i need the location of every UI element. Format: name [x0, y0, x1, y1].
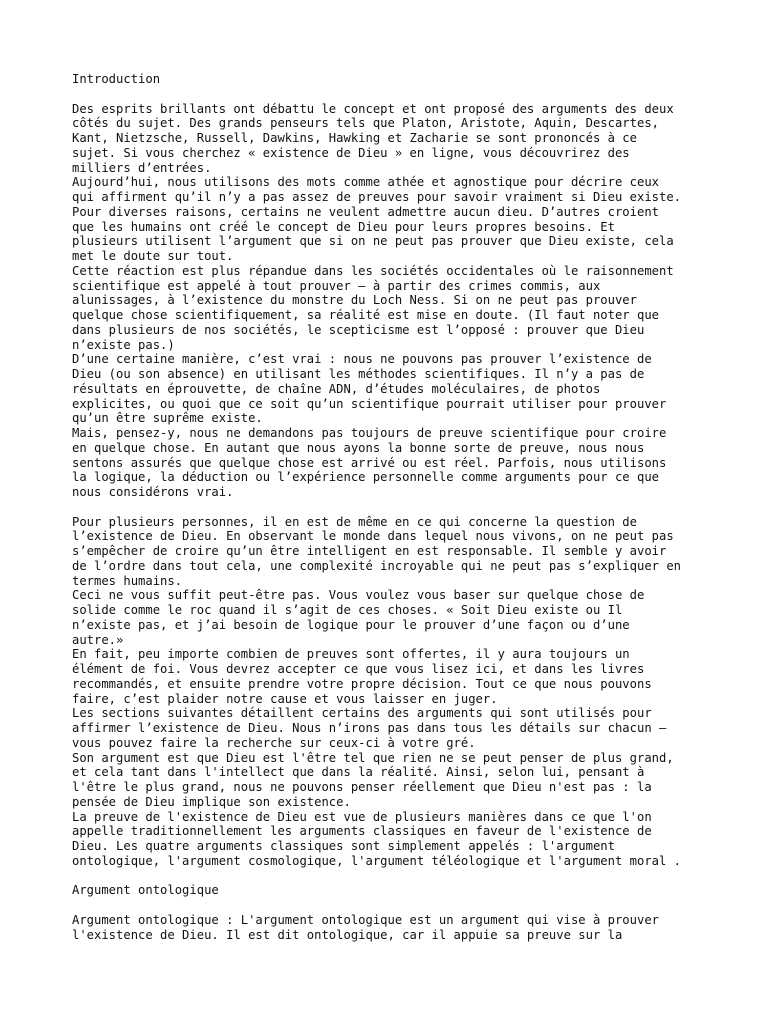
heading-argument-ontologique: Argument ontologique: [72, 883, 219, 898]
text-line: plusieurs utilisent l’argument que si on ne peut pas prouver que Dieu existe, cela: [72, 234, 674, 249]
text-line: Pour diverses raisons, certains ne veulent admettre aucun dieu. D’autres croient: [72, 204, 659, 219]
text-line: nous considérons vrai.: [72, 485, 234, 499]
text-line: autre.»: [72, 632, 124, 647]
paragraph-block-ontologique: [72, 913, 712, 943]
blank-line: [72, 500, 712, 515]
text-line: termes humains.: [72, 573, 183, 588]
text-line: Pour plusieurs personnes, il en est de même en ce qui concerne la question de: [72, 514, 637, 529]
text-line: Dieu. Les quatre arguments classiques sont simplement appelés : l'argument: [72, 839, 615, 853]
text-line: D’une certaine manière, c’est vrai : nous ne pouvons pas prouver l’existence de: [72, 352, 652, 367]
text-line: sentons assurés que quelque chose est arrivé ou est réel. Parfois, nous utilisons: [72, 455, 667, 470]
text-line: Dieu (ou son absence) en utilisant les méthodes scientifiques. Il n’y a pas de: [72, 367, 645, 381]
text-line: l'être le plus grand, nous ne pouvons penser réellement que Dieu n'est pas : la: [72, 780, 652, 794]
text-line: sujet. Si vous cherchez « existence de Dieu » en ligne, vous découvrirez des: [72, 145, 630, 160]
text-line: la logique, la déduction ou l’expérience personnelle comme arguments pour ce que: [72, 470, 659, 485]
text-line: Kant, Nietzsche, Russell, Dawkins, Hawking et Zacharie se sont prononcés à ce: [72, 131, 637, 145]
text-line: appelle traditionnellement les arguments classiques en faveur de l'existence de: [72, 824, 652, 839]
text-line: l'existence de Dieu. Il est dit ontologique, car il appuie sa preuve sur la: [72, 927, 623, 942]
text-line: Argument ontologique : L'argument ontologique est un argument qui vise à prouver: [72, 912, 659, 927]
blank-line: [72, 898, 712, 913]
text-line: quelque chose scientifiquement, sa réalité est mise en doute. (Il faut noter que: [72, 308, 659, 322]
text-line: met le doute sur tout.: [72, 249, 234, 263]
document-page: [72, 72, 712, 942]
blank-line: [72, 87, 712, 102]
text-line: vous pouvez faire la recherche sur ceux-ci à votre gré.: [72, 735, 476, 750]
text-line: l’existence de Dieu. En observant le monde dans lequel nous vivons, on ne peut pas: [72, 529, 674, 544]
text-line: Son argument est que Dieu est l'être tel que rien ne se peut penser de plus grand,: [72, 750, 674, 765]
text-line: et cela tant dans l'intellect que dans la réalité. Ainsi, selon lui, pensant à: [72, 765, 645, 780]
text-line: explicites, ou quoi que ce soit qu’un scientifique pourrait utiliser pour prouver: [72, 396, 667, 411]
text-line: dans plusieurs de nos sociétés, le scepticisme est l’opposé : prouver que Dieu: [72, 322, 645, 337]
text-line: en quelque chose. En autant que nous ayons la bonne sorte de preuve, nous nous: [72, 440, 645, 455]
text-line: scientifique est appelé à tout prouver – à partir des crimes commis, aux: [72, 278, 601, 293]
text-line: Mais, pensez-y, nous ne demandons pas toujours de preuve scientifique pour croire: [72, 426, 667, 440]
text-line: Cette réaction est plus répandue dans les sociétés occidentales où le raisonnement: [72, 263, 674, 278]
text-line: n’existe pas, et j’ai besoin de logique pour le prouver d’une façon ou d’une: [72, 617, 630, 632]
paragraph-block-arguments: [72, 515, 712, 869]
text-line: ontologique, l'argument cosmologique, l'argument téléologique et l'argument moral .: [72, 853, 682, 868]
text-line: alunissages, à l’existence du monstre du Loch Ness. Si on ne peut pas prouver: [72, 293, 637, 308]
heading-introduction: Introduction: [72, 72, 161, 86]
text-line: s’empêcher de croire qu’un être intelligent en est responsable. Il semble y avoir: [72, 544, 667, 558]
text-line: Des esprits brillants ont débattu le concept et ont proposé des arguments des deux: [72, 101, 674, 116]
text-line: élément de foi. Vous devrez accepter ce que vous lisez ici, et dans les livres: [72, 662, 645, 676]
text-line: que les humains ont créé le concept de Dieu pour leurs propres besoins. Et: [72, 219, 615, 234]
text-line: qu’un être suprême existe.: [72, 411, 263, 426]
text-line: affirmer l’existence de Dieu. Nous n’irons pas dans tous les détails sur chacun –: [72, 721, 667, 735]
text-line: faire, c’est plaider notre cause et vous laisser en juger.: [72, 691, 498, 706]
text-line: résultats en éprouvette, de chaîne ADN, d’études moléculaires, de photos: [72, 381, 601, 396]
text-line: n’existe pas.): [72, 337, 175, 352]
text-line: qui affirment qu’il n’y a pas assez de preuves pour savoir vraiment si Dieu existe.: [72, 190, 682, 204]
text-line: milliers d’entrées.: [72, 160, 212, 175]
text-line: Ceci ne vous suffit peut-être pas. Vous voulez vous baser sur quelque chose de: [72, 588, 645, 603]
text-line: solide comme le roc quand il s’agit de ces choses. « Soit Dieu existe ou Il: [72, 603, 623, 617]
text-line: La preuve de l'existence de Dieu est vue de plusieurs manières dans ce que l'on: [72, 809, 652, 824]
text-line: Les sections suivantes détaillent certains des arguments qui sont utilisés pour: [72, 706, 652, 721]
text-line: Aujourd’hui, nous utilisons des mots comme athée et agnostique pour décrire ceux: [72, 175, 659, 190]
paragraph-block-introduction: [72, 102, 712, 500]
text-line: côtés du sujet. Des grands penseurs tels que Platon, Aristote, Aquin, Descartes,: [72, 116, 659, 131]
text-line: pensée de Dieu implique son existence.: [72, 794, 351, 809]
text-line: de l’ordre dans tout cela, une complexité incroyable qui ne peut pas s’expliquer en: [72, 558, 682, 573]
text-line: recommandés, et ensuite prendre votre propre décision. Tout ce que nous pouvons: [72, 676, 652, 691]
blank-line: [72, 869, 712, 884]
text-line: En fait, peu importe combien de preuves sont offertes, il y aura toujours un: [72, 647, 630, 662]
